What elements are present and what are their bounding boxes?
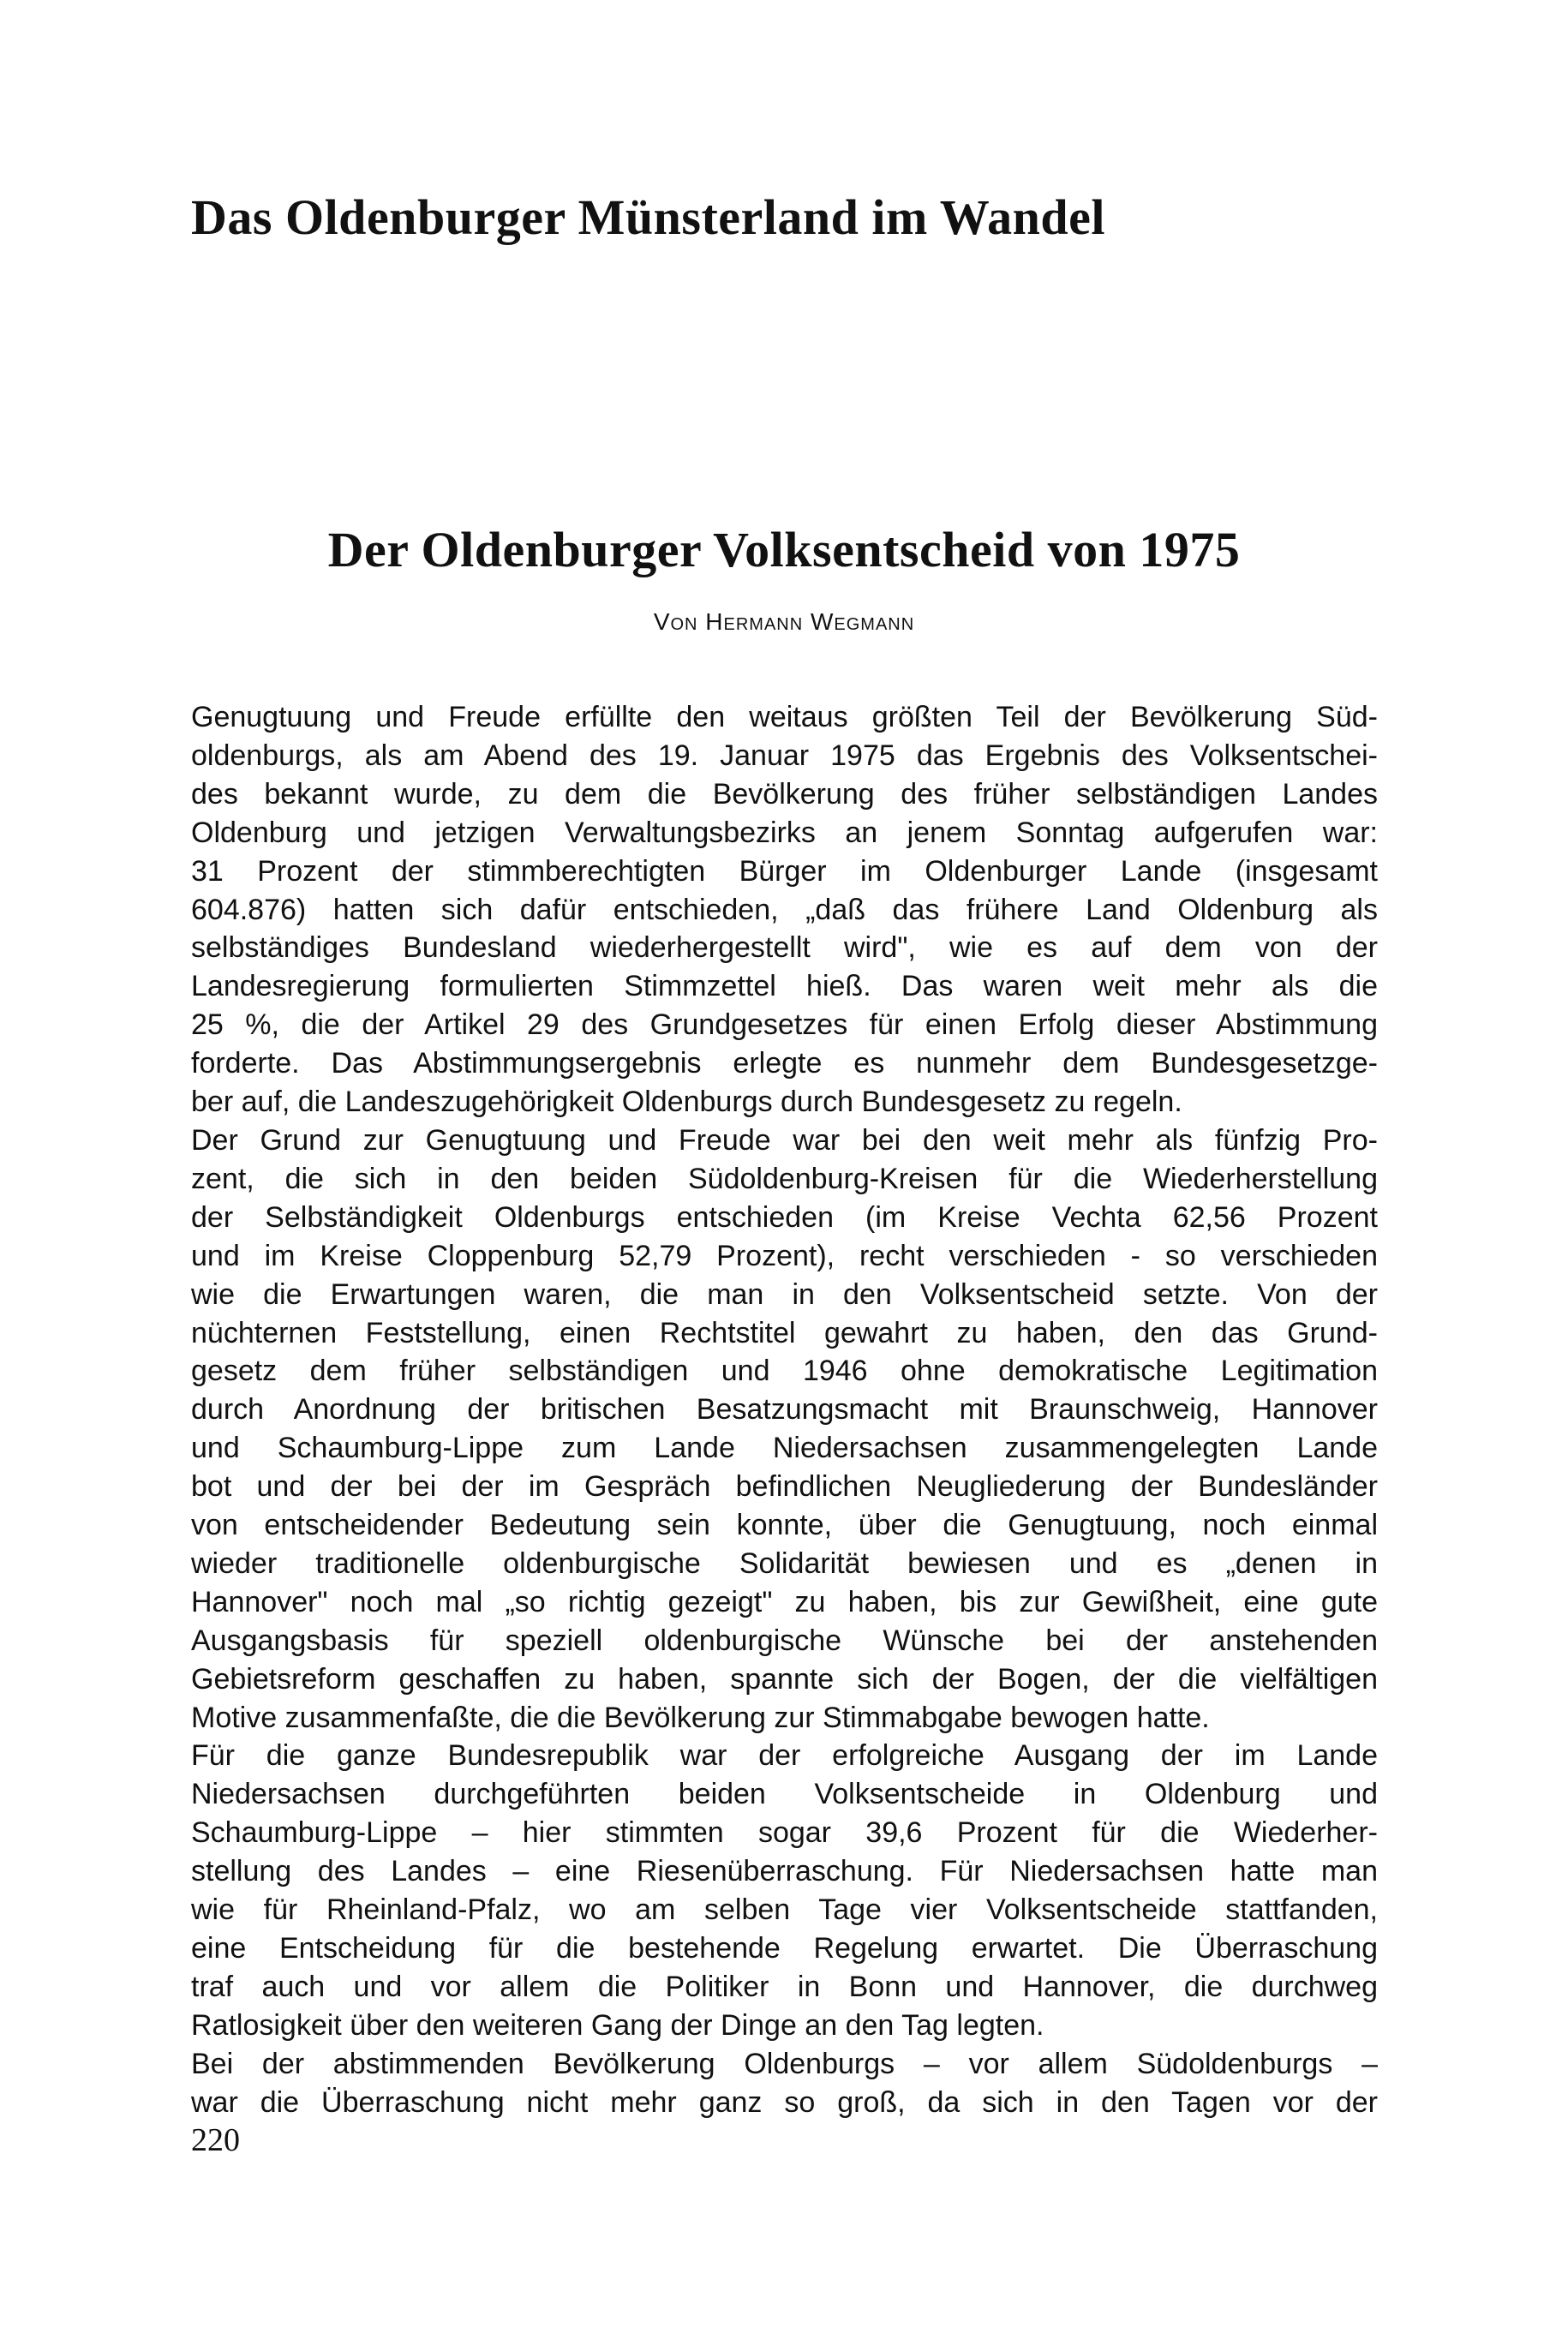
body-line: des bekannt wurde, zu dem die Bevölkerung des früher selbständigen Landes <box>191 777 1378 811</box>
body-line: von entscheidender Bedeutung sein konnte, über die Genugtuung, noch einmal <box>191 1509 1378 1542</box>
body-line: Genugtuung und Freude erfüllte den weitaus größten Teil der Bevölkerung Süd- <box>191 701 1378 733</box>
body-line: Oldenburg und jetzigen Verwaltungsbezirks an jenem Sonntag aufgerufen war: <box>191 816 1378 849</box>
article-title: Der Oldenburger Volksentscheid von 1975 <box>327 522 1241 577</box>
body-line: war die Überraschung nicht mehr ganz so groß, da sich in den Tagen vor der <box>191 2085 1378 2119</box>
body-line: 604.876) hatten sich dafür entschieden, „daß das frühere Land Oldenburg als <box>191 893 1378 926</box>
body-line: wie die Erwartungen waren, die man in den Volksentscheid setzte. Von der <box>191 1277 1378 1311</box>
body-line: Landesregierung formulierten Stimmzettel hieß. Das waren weit mehr als die <box>191 970 1378 1003</box>
body-line: 25 %, die der Artikel 29 des Grundgesetzes für einen Erfolg dieser Abstimmung <box>191 1008 1378 1042</box>
body-line: forderte. Das Abstimmungsergebnis erlegte es nunmehr dem Bundesgesetzge- <box>191 1047 1378 1080</box>
body-line: Der Grund zur Genugtuung und Freude war bei den weit mehr als fünfzig Pro- <box>191 1123 1378 1157</box>
body-line: Niedersachsen durchgeführten beiden Volksentscheide in Oldenburg und <box>191 1778 1378 1811</box>
body-line: traf auch und vor allem die Politiker in Bonn und Hannover, die durchweg <box>191 1970 1378 2003</box>
body-line: eine Entscheidung für die bestehende Regelung erwartet. Die Überraschung <box>191 1932 1378 1965</box>
article-body <box>191 698 1378 2122</box>
body-line: gesetz dem früher selbständigen und 1946 ohne demokratische Legitimation <box>191 1355 1378 1388</box>
body-line: Ausgangsbasis für speziell oldenburgische Wünsche bei der anstehenden <box>191 1624 1378 1657</box>
body-line: und Schaumburg-Lippe zum Lande Niedersachsen zusammengelegten Lande <box>191 1432 1378 1465</box>
author-byline: Von Hermann Wegmann <box>653 608 915 635</box>
body-line: Für die ganze Bundesrepublik war der erfolgreiche Ausgang der im Lande <box>191 1739 1378 1773</box>
body-line: Ratlosigkeit über den weiteren Gang der Dinge an den Tag legten. <box>191 2008 1044 2042</box>
body-line: Schaumburg-Lippe – hier stimmten sogar 39,6 Prozent für die Wiederher- <box>191 1816 1378 1850</box>
body-line: wie für Rheinland-Pfalz, wo am selben Tage vier Volksentscheide stattfanden, <box>191 1893 1378 1927</box>
page-number: 220 <box>191 2122 240 2158</box>
body-line: wieder traditionelle oldenburgische Solidarität bewiesen und es „denen in <box>191 1546 1378 1580</box>
body-line: Motive zusammenfaßte, die die Bevölkerung zur Stimmabgabe bewogen hatte. <box>191 1701 1210 1734</box>
body-line: 31 Prozent der stimmberechtigten Bürger im Oldenburger Lande (insgesamt <box>191 854 1378 888</box>
body-line: durch Anordnung der britischen Besatzungsmacht mit Braunschweig, Hannover <box>191 1393 1378 1427</box>
body-line: Bei der abstimmenden Bevölkerung Oldenburgs – vor allem Südoldenburgs – <box>191 2047 1378 2080</box>
body-line: Hannover" noch mal „so richtig gezeigt" zu haben, bis zur Gewißheit, eine gute <box>191 1585 1378 1618</box>
body-line: nüchternen Feststellung, einen Rechtstitel gewahrt zu haben, den das Grund- <box>191 1316 1378 1349</box>
body-line: bot und der bei der im Gespräch befindlichen Neugliederung der Bundesländer <box>191 1470 1378 1504</box>
body-line: der Selbständigkeit Oldenburgs entschieden (im Kreise Vechta 62,56 Prozent <box>191 1200 1378 1234</box>
body-line: Gebietsreform geschaffen zu haben, spannte sich der Bogen, der die vielfältigen <box>191 1662 1378 1696</box>
body-line: oldenburgs, als am Abend des 19. Januar 1975 das Ergebnis des Volksentschei- <box>191 739 1378 772</box>
body-line: stellung des Landes – eine Riesenüberraschung. Für Niedersachsen hatte man <box>191 1855 1378 1888</box>
body-line: ber auf, die Landeszugehörigkeit Oldenburgs durch Bundesgesetz zu regeln. <box>191 1086 1182 1119</box>
body-line: und im Kreise Cloppenburg 52,79 Prozent), recht verschieden - so verschieden <box>191 1239 1378 1272</box>
section-title: Das Oldenburger Münsterland im Wandel <box>191 189 1105 245</box>
body-line: zent, die sich in den beiden Südoldenburg-Kreisen für die Wiederherstellung <box>191 1162 1378 1195</box>
body-line: selbständiges Bundesland wiederhergestellt wird", wie es auf dem von der <box>191 931 1378 965</box>
